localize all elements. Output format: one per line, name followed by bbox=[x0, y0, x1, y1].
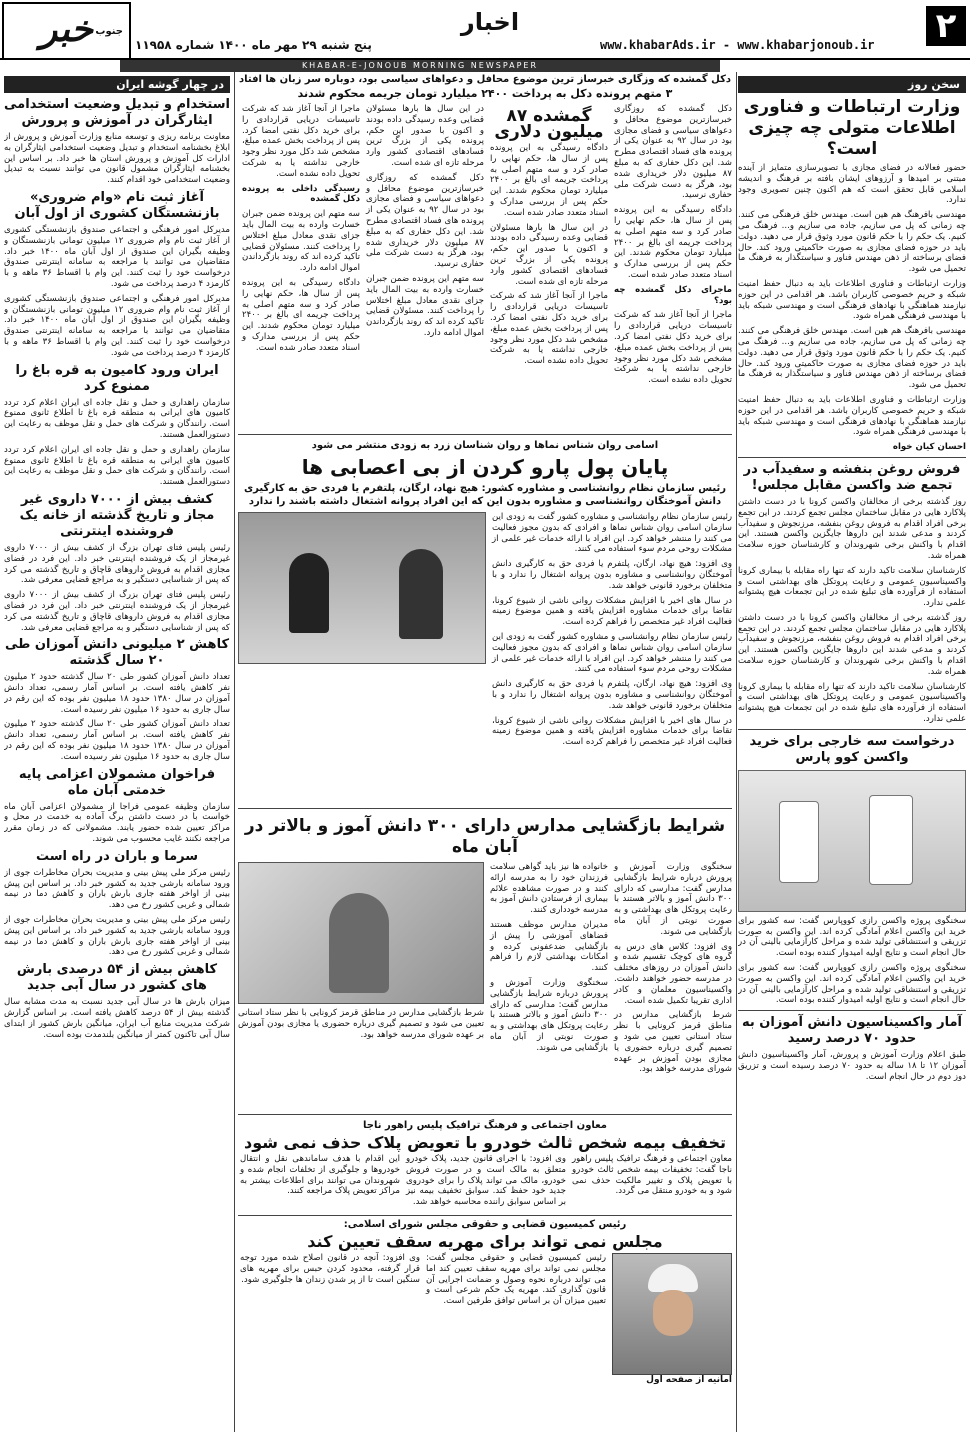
divider bbox=[238, 808, 732, 809]
headline: وزارت ارتباطات و فناوری اطلاعات متولی چه چیزی است؟ bbox=[743, 97, 961, 159]
divider bbox=[738, 1010, 966, 1011]
text-column bbox=[490, 104, 608, 390]
article-body: دکل گمشده که روزگاری خبرسازترین موضوع محافل و دعواهای سیاسی و فضای مجازی بود در سال ۹۲ به عنوان یکی از پرونده های فساد اقتصادی مطرح شد. این دکل حفاری که به مبلغ ۸۷ میلیون دلار خریداری شده بود، هرگز به دست شرکت ملی حفاری نرسید. bbox=[366, 172, 484, 270]
right-column bbox=[738, 76, 966, 1431]
article-body: این اقدام با هدف ساماندهی نقل و انتقال خودروها و جلوگیری از تخلفات انجام شده و شهروندان می توانند برای اطلاعات بیشتر به مراکز تعویض پلاک مراجعه کنند. bbox=[240, 1154, 400, 1197]
headline: گمشده ۸۷ میلیون دلاری bbox=[494, 106, 604, 142]
left-column bbox=[4, 76, 230, 1431]
article-body: وی افزود: آنچه در قانون اصلاح شده مورد توجه قرار گرفته، محدود کردن حبس برای مهریه های سنگین است تا از پر شدن زندان ها جلوگیری شود. bbox=[240, 1252, 420, 1285]
portrait-photo-block bbox=[612, 1253, 732, 1385]
headline: پایان پول پارو کردن از بی اعصابی ها bbox=[301, 455, 669, 479]
therapy-photo bbox=[238, 512, 486, 664]
kicker: رئیس کمیسیون قضایی و حقوقی مجلس شورای اسلامی: bbox=[343, 1218, 627, 1230]
article-body: خانواده ها نیز باید گواهی سلامت فرزندان خود را به مدرسه ارائه کنند و در صورت مشاهده علائم بیماری از فرستادن دانش آموز به مدرسه خودداری کنند. bbox=[490, 862, 608, 916]
turban-figure-icon bbox=[648, 1264, 698, 1292]
article-body: روز گذشته برخی از مخالفان واکسن کرونا با در دست داشتن پلاکارد هایی در مقابل ساختمان مجلس تجمع کردند. در این تجمع برخی افراد اقدام به فروش روغن بنفشه، مرزنجوش و سفیدآب کردند و مدعی شدند این داروها جایگزین واکسن هستند. این اقدام با واکنش برخی شهروندان و کارشناسان حوزه سلامت همراه شد. bbox=[738, 496, 966, 561]
text-column bbox=[238, 862, 484, 1079]
center-bottom-article bbox=[238, 1118, 732, 1430]
article-body: ماجرا از آنجا آغاز شد که شرکت تاسیسات دریایی قراردادی را برای خرید دکل نفتی امضا کرد. پس از پرداخت بخش عمده مبلغ، مشخص شد دکل مورد نظر وجود خارجی نداشته یا به شرکت تحویل داده نشده است. bbox=[490, 291, 608, 367]
article-body: در این سال ها بارها مسئولان قضایی وعده رسیدگی داده بودند و اکنون با صدور این حکم، پرونده یکی از بزرگ ترین فسادهای اقتصادی کشور وارد مرحله تازه ای شده است. bbox=[366, 104, 484, 168]
headline: سرما و باران در راه است bbox=[35, 848, 199, 864]
newspaper-logo bbox=[2, 2, 131, 60]
divider bbox=[238, 1215, 732, 1216]
article-body: رئیس پلیس فتای تهران بزرگ از کشف بیش از ۷۰۰۰ داروی غیرمجاز از یک فروشنده اینترنتی خبر داد. این فرد در فضای مجازی اقدام به فروش داروهای قاچاق و تاریخ گذشته می کرد که پس از شناسایی دستگیر و به مراجع قضایی معرفی شد. bbox=[4, 590, 230, 633]
article-body: سخنگوی وزارت آموزش و پرورش درباره شرایط بازگشایی مدارس گفت: مدارسی که دارای ۳۰۰ دانش آموز و بالاتر هستند با رعایت پروتکل های بهداشتی و به صورت نوبتی از آبان ماه بازگشایی می شوند. bbox=[614, 862, 732, 937]
article-body: حضور فعالانه در فضای مجازی با تصویرسازی متمایز از آینده مبتنی بر امیدها و آرزوهای ایشان بافته بر فرهنگ و اندیشه اسلامی قابل تحقق است که هم اکنون چنین تصویری وجود ندارد. bbox=[738, 163, 966, 206]
article-body: معاون اجتماعی و فرهنگ ترافیک پلیس راهور ناجا گفت: تخفیفات بیمه شخص ثالث خودرو با تعویض پلاک و تغییر مالکیت حذف نمی شود و به خودرو منتقل می گردد. bbox=[572, 1154, 732, 1197]
subheadline: رئیس سازمان نظام روانشناسی و مشاوره کشور: هیچ نهاد، ارگان، پلتفرم یا فردی حق به کارگیری دانش آموختگان روانشناسی و مشاوره بدون این که این افراد پروانه اشتغال داشته باشند را ندارد bbox=[244, 483, 726, 507]
headline: تخفیف بیمه شخص ثالث خودرو با تعویض پلاک حذف نمی شود bbox=[243, 1133, 726, 1152]
headline: کاهش بیش از ۵۴ درصدی بارش های کشور در سال آبی جدید bbox=[16, 962, 218, 994]
text-column bbox=[366, 104, 484, 390]
text-column bbox=[492, 512, 732, 752]
article-body: رئیس مرکز ملی پیش بینی و مدیریت بحران مخاطرات جوی از ورود سامانه بارشی جدید به کشور خبر داد. بر اساس این پیش بینی از اواخر هفته جاری بارش باران و کاهش دما در نیمه شمالی و غربی کشور رخ می دهد. bbox=[4, 915, 230, 958]
center-top-article bbox=[238, 72, 732, 432]
vaccine-photo bbox=[738, 770, 966, 912]
center-lower-article bbox=[238, 812, 732, 1112]
article-body: وزارت ارتباطات و فناوری اطلاعات باید به دنبال حفظ امنیت شبکه و حریم خصوصی کاربران باشد. هر اقدامی در این حوزه نیازمند هماهنگی با نهادهای فرهنگی است و مهندسی شبکه باید با مهندسی فرهنگی همراه شود. bbox=[738, 394, 966, 438]
article-body: رئیس مرکز ملی پیش بینی و مدیریت بحران مخاطرات جوی از ورود سامانه بارشی جدید به کشور خبر داد. بر اساس این پیش بینی از اواخر هفته جاری بارش باران و کاهش دما در نیمه شمالی و غربی کشور رخ می دهد. bbox=[4, 867, 230, 911]
article-body: سازمان راهداری و حمل و نقل جاده ای ایران اعلام کرد تردد کامیون های ایرانی به منطقه قره باغ تا اطلاع ثانوی ممنوع است. رانندگان و شرکت های حمل و نقل موظف به رعایت این دستورالعمل هستند. bbox=[4, 397, 230, 440]
article-body: کارشناسان سلامت تاکید دارند که تنها راه مقابله با بیماری کرونا واکسیناسیون عمومی و رعایت پروتکل های بهداشتی است و استفاده از فرآورده های تبلیغ شده در این تجمعات هیچ پشتوانه علمی ندارد. bbox=[738, 565, 966, 609]
vial-icon bbox=[869, 795, 913, 885]
article-layout bbox=[238, 512, 732, 752]
issue-date: پنج شنبه ۲۹ مهر ماه ۱۴۰۰ شماره ۱۱۹۵۸ bbox=[135, 38, 372, 52]
article-body: شرط بازگشایی مدارس در مناطق قرمز کرونایی با نظر ستاد استانی تعیین می شود و تصمیم گیری درباره حضوری یا مجازی بودن آموزش بر عهده شورای مدرسه خواهد بود. bbox=[614, 1010, 732, 1075]
text-column bbox=[614, 104, 732, 390]
article-body: رئیس پلیس فتای تهران بزرگ از کشف بیش از ۷۰۰۰ داروی غیرمجاز از یک فروشنده اینترنتی خبر داد. این فرد در فضای مجازی اقدام به فروش داروهای قاچاق و تاریخ گذشته می کرد که پس از شناسایی دستگیر و به مراجع قضایی معرفی شد. bbox=[4, 542, 230, 586]
article-body: وزارت ارتباطات و فناوری اطلاعات باید به دنبال حفظ امنیت شبکه و حریم خصوصی کاربران باشد. هر اقدامی در این حوزه نیازمند هماهنگی با نهادهای فرهنگی است و مهندسی شبکه باید با مهندسی فرهنگی همراه شود. bbox=[738, 278, 966, 322]
article-layout bbox=[238, 862, 732, 1079]
article-body: سخنگوی پروژه واکسن رازی کووپارس گفت: سه کشور برای خرید این واکسن اعلام آمادگی کرده اند. این واکسن به صورت تزریقی و استنشاقی تولید شده و مراحل کارآزمایی بالینی آن در حال انجام است و نتایج اولیه امیدوار کننده بوده است. bbox=[738, 915, 966, 959]
sub-kicker: ماجرای دکل گمشده چه بود؟ bbox=[614, 284, 732, 306]
article-body: سازمان راهداری و حمل و نقل جاده ای ایران اعلام کرد تردد کامیون های ایرانی به منطقه قره باغ تا اطلاع ثانوی ممنوع است. رانندگان و شرکت های حمل و نقل موظف به رعایت این دستورالعمل هستند. bbox=[4, 444, 230, 488]
student-silhouette-icon bbox=[329, 893, 389, 993]
text-column bbox=[614, 862, 732, 1079]
center-mid-article bbox=[238, 438, 732, 806]
divider bbox=[738, 729, 966, 730]
article-body: سازمان وظیفه عمومی فراجا از مشمولان اعزامی آبان ماه خواست با در دست داشتن برگ آماده به خدمت در محل و مراکز تعیین شده حضور یابند. مشمولانی که در زمان مقرر مراجعه نکنند غایب محسوب می شوند. bbox=[4, 801, 230, 845]
article-body: سخنگوی پروژه واکسن رازی کووپارس گفت: سه کشور برای خرید این واکسن اعلام آمادگی کرده اند. این واکسن به صورت تزریقی و استنشاقی تولید شده و مراحل کارآزمایی بالینی آن در حال انجام است و نتایج اولیه امیدوار کننده بوده است. bbox=[738, 963, 966, 1006]
article-body: کارشناسان سلامت تاکید دارند که تنها راه مقابله با بیماری کرونا واکسیناسیون عمومی و رعایت پروتکل های بهداشتی است و استفاده از فرآورده های تبلیغ شده در این تجمعات هیچ پشتوانه علمی ندارد. bbox=[738, 681, 966, 725]
article-body: سه متهم این پرونده ضمن جبران خسارت وارده به بیت المال باید جزای نقدی معادل مبلغ اختلاس را پرداخت کنند. مسئولان قضایی تاکید کرده اند که روند بازگرداندن اموال ادامه دارد. bbox=[242, 209, 360, 274]
headline: آغاز ثبت نام «وام ضروری» بازنشستگان کشوری از اول آبان bbox=[14, 189, 220, 221]
masthead bbox=[0, 0, 970, 62]
text-column bbox=[242, 104, 360, 390]
article-body: تعداد دانش آموزان کشور طی ۲۰ سال گذشته حدود ۲ میلیون نفر کاهش یافته است. بر اساس آمار رسمی، تعداد دانش آموزان در سال ۱۳۸۰ حدود ۱۸ میلیون نفر بوده که این رقم در سال جاری به حدود ۱۶ میلیون نفر رسیده است. bbox=[4, 672, 230, 715]
article-body: دادگاه رسیدگی به این پرونده پس از سال ها، حکم نهایی را صادر کرد و سه متهم اصلی به پرداخت جریمه ای بالغ بر ۲۴۰۰ میلیارد تومان محکوم شدند. این حکم پس از بررسی مدارک و اسناد متعدد صادر شده است. bbox=[614, 205, 732, 280]
headline: آمار واکسیناسیون دانش آموزان به حدود ۷۰ درصد رسید bbox=[742, 1015, 962, 1047]
divider bbox=[738, 457, 966, 458]
column-divider bbox=[736, 72, 737, 1432]
article-body: مدیرکل امور فرهنگی و اجتماعی صندوق بازنشستگی کشوری از آغاز ثبت نام وام ضروری ۱۲ میلیون تومانی بازنشستگان و وظیفه بگیران این صندوق از اول آبان ماه ۱۴۰۰ خبر داد. متقاضیان می توانند با مراجعه به سامانه اینترنتی صندوق درخواست خود را ثبت کنند. این وام با اقساط ۳۶ ماهه و با کارمزد ۴ درصد پرداخت می شود. bbox=[4, 224, 230, 289]
logo-sub: جنوب bbox=[95, 26, 123, 37]
article-body: سخنگوی وزارت آموزش و پرورش درباره شرایط بازگشایی مدارس گفت: مدارسی که دارای ۳۰۰ دانش آموز و بالاتر هستند با رعایت پروتکل های بهداشتی و به صورت نوبتی از آبان ماه بازگشایی می شوند. bbox=[490, 977, 608, 1053]
article-body: رئیس سازمان نظام روانشناسی و مشاوره کشور گفت به زودی این سازمان اسامی روان شناس نماها و افرادی که بدون مجوز فعالیت می کنند را منتشر خواهد کرد. این افراد با ارائه خدمات غیر علمی از مشکلات روحی مردم سوء استفاده می کنند. bbox=[492, 512, 732, 555]
column-tag: در چهار گوشه ایران bbox=[4, 76, 230, 93]
students-photo bbox=[238, 862, 484, 1004]
logo-text: خبر bbox=[40, 9, 93, 50]
english-strip: KHABAR-E-JONOUB MORNING NEWSPAPER bbox=[120, 60, 720, 72]
article-body: در سال های اخیر با افزایش مشکلات روانی ناشی از شیوع کرونا، تقاضا برای خدمات مشاوره افزایش یافته و همین موضوع زمینه فعالیت افراد غیر متخصص را فراهم کرده است. bbox=[492, 595, 732, 628]
headline: فروش روغن بنفشه و سفیدآب در تجمع ضد واکسن مقابل مجلس! bbox=[743, 461, 961, 493]
article-body: در سال های اخیر با افزایش مشکلات روانی ناشی از شیوع کرونا، تقاضا برای خدمات مشاوره افزایش یافته و همین موضوع زمینه فعالیت افراد غیر متخصص را فراهم کرده است. bbox=[492, 715, 732, 748]
vial-icon bbox=[779, 801, 819, 883]
article-body: وی افزود: هیچ نهاد، ارگان، پلتفرم یا فردی حق به کارگیری دانش آموختگان روانشناسی و مشاوره بدون پروانه اشتغال را ندارد و با متخلفان برخورد قانونی خواهد شد. bbox=[492, 559, 732, 591]
article-body: مهندسی بافرهنگ هم هین است. مهندس خلق فرهنگی می کنند. چه زمانی که پل می سازیم، جاده می سازیم و... فرهنگ می کنیم. یک حکم را با حکم قانون مورد وثوق قرار می دهید. دولت باید در حوزه فضای مجازی به صورت حاکمیتی ورود کند. حال فضای برساخته از ذهن مهندس فناور و سیاستگذار به فرهنگ ما تحمیل می شود. bbox=[738, 326, 966, 391]
article-columns bbox=[238, 104, 732, 390]
sub-kicker: رسیدگی داخلی به پرونده دکل گمشده bbox=[242, 183, 360, 205]
article-body: شرط بازگشایی مدارس در مناطق قرمز کرونایی با نظر ستاد استانی تعیین می شود و تصمیم گیری درباره حضوری یا مجازی بودن آموزش بر عهده شورای مدرسه خواهد بود. bbox=[238, 1008, 484, 1040]
kicker: معاون اجتماعی و فرهنگ ترافیک پلیس راهور ناجا bbox=[362, 1120, 608, 1131]
person-silhouette-icon bbox=[399, 549, 443, 639]
divider bbox=[238, 1114, 732, 1115]
article-body: وی افزود: هیچ نهاد، ارگان، پلتفرم یا فردی حق به کارگیری دانش آموختگان روانشناسی و مشاوره بدون پروانه اشتغال را ندارد و با متخلفان برخورد قانونی خواهد شد. bbox=[492, 679, 732, 711]
article-body: معاونت برنامه ریزی و توسعه منابع وزارت آموزش و پرورش از ابلاغ بخشنامه استخدام و تبدیل وضعیت استخدامی ایثارگران به ادارات کل آموزش و پرورش استان ها خبر داد. بر اساس این بخشنامه ایثارگران مشمول قانون می توانند نسبت به تبدیل وضعیت استخدامی خود اقدام کنند. bbox=[4, 132, 230, 186]
website-links[interactable]: www.khabarAds.ir - www.khabarjonoub.ir bbox=[600, 38, 875, 52]
text-column bbox=[490, 862, 608, 1079]
article-body: دادگاه رسیدگی به این پرونده پس از سال ها، حکم نهایی را صادر کرد و سه متهم اصلی به پرداخت جریمه ای بالغ بر ۲۴۰۰ میلیارد تومان محکوم شدند. این حکم پس از بررسی مدارک و اسناد متعدد صادر شده است. bbox=[490, 143, 608, 218]
headline: کاهش ۲ میلیونی دانش آموزان طی ۲۰ سال گذشته bbox=[4, 637, 230, 669]
article-body: رئیس سازمان نظام روانشناسی و مشاوره کشور گفت به زودی این سازمان اسامی روان شناس نماها و افرادی که بدون مجوز فعالیت می کنند را منتشر خواهد کرد. این افراد با ارائه خدمات غیر علمی از مشکلات روحی مردم سوء استفاده می کنند. bbox=[492, 631, 732, 675]
headline: مجلس نمی تواند برای مهریه سقف تعیین کند bbox=[307, 1231, 663, 1251]
column-divider bbox=[234, 72, 235, 1432]
article-body: در این سال ها بارها مسئولان قضایی وعده رسیدگی داده بودند و اکنون با صدور این حکم، پرونده یکی از بزرگ ترین فسادهای اقتصادی کشور وارد مرحله تازه ای شده است. bbox=[490, 222, 608, 287]
article-layout bbox=[238, 1253, 732, 1385]
article-body: ماجرا از آنجا آغاز شد که شرکت تاسیسات دریایی قراردادی را برای خرید دکل نفتی امضا کرد. پس از پرداخت بخش عمده مبلغ، مشخص شد دکل مورد نظر وجود خارجی نداشته یا به شرکت تحویل داده نشده است. bbox=[242, 104, 360, 179]
article-body: وی افزود: با اجرای قانون جدید، پلاک خودرو متعلق به مالک است و در صورت فروش خودرو، مالک می تواند پلاک را برای خودروی جدید خود حفظ کند. سوابق تخفیف بیمه نیز بر اساس سوابق راننده محاسبه خواهد شد. bbox=[406, 1154, 566, 1208]
article-body: تعداد دانش آموزان کشور طی ۲۰ سال گذشته حدود ۲ میلیون نفر کاهش یافته است. بر اساس آمار رسمی، تعداد دانش آموزان در سال ۱۳۸۰ حدود ۱۸ میلیون نفر بوده که این رقم در سال جاری به حدود ۱۶ میلیون نفر رسیده است. bbox=[4, 719, 230, 762]
headline: ایران ورود کامیون به قره باغ را ممنوع کرد bbox=[15, 362, 219, 394]
article-layout bbox=[238, 1154, 732, 1212]
article-body: روز گذشته برخی از مخالفان واکسن کرونا با در دست داشتن پلاکارد هایی در مقابل ساختمان مجلس تجمع کردند. در این تجمع برخی افراد اقدام به فروش روغن بنفشه، مرزنجوش و سفیدآب کردند و مدعی شدند این داروها جایگزین واکسن هستند. این اقدام با واکنش برخی شهروندان و کارشناسان حوزه سلامت همراه شد. bbox=[738, 612, 966, 677]
page-number: ۲ bbox=[926, 6, 966, 46]
article-body: طبق اعلام وزارت آموزش و پرورش، آمار واکسیناسیون دانش آموزان ۱۲ تا ۱۸ ساله به حدود ۷۰ درصد رسیده است و تزریق دوز دوم در حال انجام است. bbox=[738, 1050, 966, 1082]
subheadline: ۳ متهم پرونده دکل به پرداخت ۲۴۰۰ میلیارد تومان جریمه محکوم شدند bbox=[297, 87, 673, 100]
article-body: سه متهم این پرونده ضمن جبران خسارت وارده به بیت المال باید جزای نقدی معادل مبلغ اختلاس را پرداخت کنند. مسئولان قضایی تاکید کرده اند که روند بازگرداندن اموال ادامه دارد. bbox=[366, 273, 484, 338]
article-body: مدیرکل امور فرهنگی و اجتماعی صندوق بازنشستگی کشوری از آغاز ثبت نام وام ضروری ۱۲ میلیون تومانی بازنشستگان و وظیفه بگیران این صندوق از اول آبان ماه ۱۴۰۰ خبر داد. متقاضیان می توانند با مراجعه به سامانه اینترنتی صندوق درخواست خود را ثبت کنند. این وام با اقساط ۳۶ ماهه و با کارمزد ۴ درصد پرداخت می شود. bbox=[4, 293, 230, 358]
article-body: وی افزود: کلاس های درس به گروه های کوچک تقسیم شده و دانش آموزان در روزهای مختلف در مدرسه حضور خواهند داشت. واکسیناسیون معلمان و کادر اداری تقریبا تکمیل شده است. bbox=[614, 941, 732, 1006]
article-body: مدیران مدارس موظف هستند فضاهای آموزشی را پیش از بازگشایی ضدعفونی کرده و امکانات بهداشتی لازم را فراهم کنند. bbox=[490, 919, 608, 974]
person-silhouette-icon bbox=[289, 553, 329, 633]
headline: فراخوان مشمولان اعزامی پایه خدمتی آبان ماه bbox=[18, 766, 216, 798]
article-body: دادگاه رسیدگی به این پرونده پس از سال ها، حکم نهایی را صادر کرد و سه متهم اصلی به پرداخت جریمه ای بالغ بر ۲۴۰۰ میلیارد تومان محکوم شدند. این حکم پس از بررسی مدارک و اسناد متعدد صادر شده است. bbox=[242, 277, 360, 353]
headline: استخدام و تبدیل وضعیت استخدامی ایثارگران در آموزش و پرورش bbox=[4, 97, 230, 128]
headline: کشف بیش از ۷۰۰۰ داروی غیر مجاز و تاریخ گذشته از خانه یک فروشنده اینترنتی bbox=[19, 491, 215, 539]
article-body: دکل گمشده که روزگاری خبرسازترین موضوع محافل و دعواهای سیاسی و فضای مجازی بود در سال ۹۲ به عنوان یکی از پرونده های فساد اقتصادی مطرح شد. این دکل حفاری که به مبلغ ۸۷ میلیون دلار خریداری شده بود، هرگز به دست شرکت ملی حفاری نرسید. bbox=[614, 104, 732, 201]
headline: درخواست سه خارجی برای خرید واکسن کوو پارس bbox=[749, 733, 955, 765]
divider bbox=[238, 434, 732, 435]
kicker: اسامی روان شناس نماها و روان شناسان زرد به زودی منتشر می شود bbox=[311, 440, 659, 451]
subheadline: دکل گمشده که وزگاری خبرساز ترین موضوع محافل و دعواهای سیاسی بود، دوباره سر زبان ها افتاد bbox=[238, 74, 732, 85]
headline: شرایط بازگشایی مدارس دارای ۳۰۰ دانش آموز و بالاتر در آبان ماه bbox=[244, 816, 726, 857]
portrait-photo bbox=[612, 1253, 732, 1375]
author-name: احسان کیان خواه bbox=[892, 442, 966, 453]
column-tag: سخن روز bbox=[738, 76, 966, 93]
face-icon bbox=[653, 1290, 693, 1336]
article-body: مهندسی بافرهنگ هم هین است. مهندس خلق فرهنگی می کنند. چه زمانی که پل می سازیم، جاده می سازیم و... فرهنگ می کنیم. یک حکم را با حکم قانون مورد وثوق قرار می دهید. دولت باید در حوزه فضای مجازی به صورت حاکمیتی ورود کند. حال فضای برساخته از ذهن مهندس فناور و سیاستگذار به فرهنگ ما تحمیل می شود. bbox=[738, 210, 966, 275]
article-body: میزان بارش ها در سال آبی جدید نسبت به مدت مشابه سال گذشته بیش از ۵۴ درصد کاهش یافته است. بر اساس گزارش شرکت مدیریت منابع آب ایران، میانگین بارش کشور از ابتدای سال آبی تاکنون کمتر از میانگین بلندمدت بوده است. bbox=[4, 997, 230, 1040]
section-title: اخبار bbox=[460, 8, 520, 36]
photo-caption: امانیه از صفحه اول bbox=[646, 1374, 732, 1385]
article-body: ماجرا از آنجا آغاز شد که شرکت تاسیسات دریایی قراردادی را برای خرید دکل نفتی امضا کرد. پس از پرداخت بخش عمده مبلغ، مشخص شد دکل مورد نظر وجود خارجی نداشته یا به شرکت تحویل داده نشده است. bbox=[614, 310, 732, 386]
article-body: رئیس کمیسیون قضایی و حقوقی مجلس گفت: مجلس نمی تواند برای مهریه سقف تعیین کند اما می تواند درباره نحوه وصول و ضمانت اجرایی آن قانون گذاری کند. مهریه یک حکم شرعی است و تعیین میزان آن بر اساس توافق طرفین است. bbox=[426, 1252, 606, 1307]
